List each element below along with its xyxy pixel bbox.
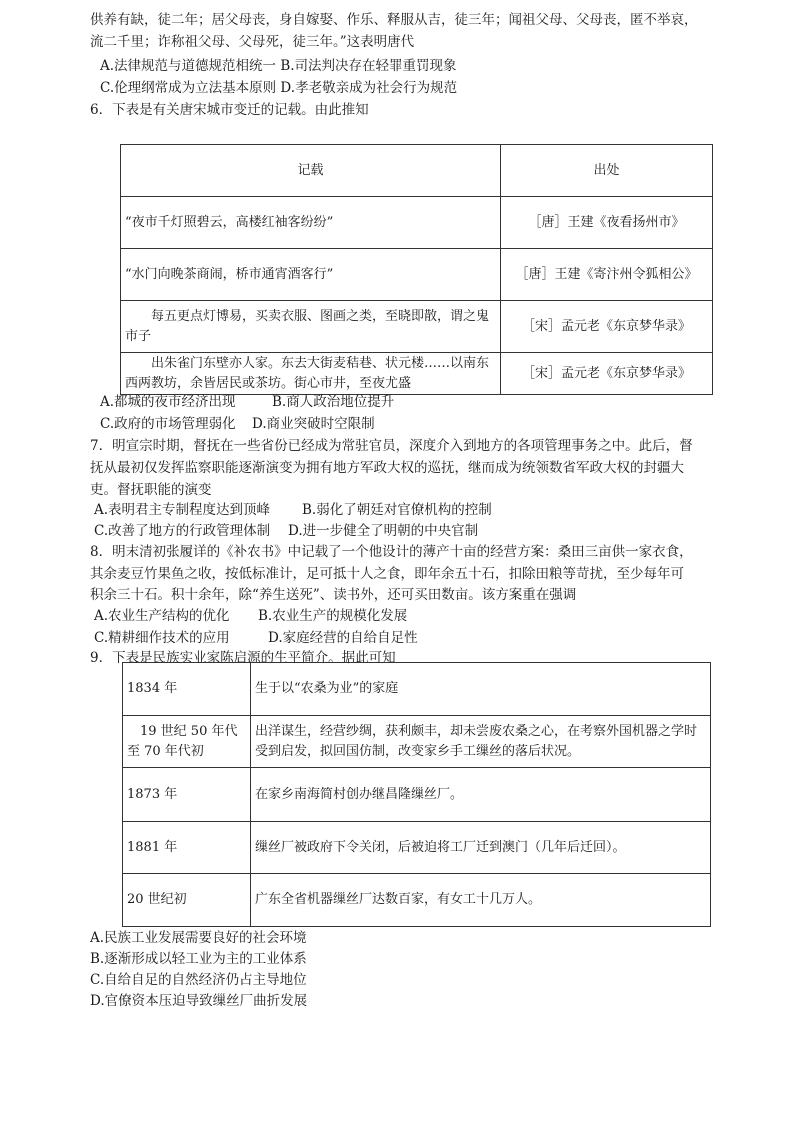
q6-option-a: A.都城的夜市经济出现 <box>100 394 236 410</box>
table-row <box>121 353 713 395</box>
table-row <box>123 716 711 768</box>
q9-stem: 9．下表是民族实业家陈启源的生平简介。据此可知 <box>90 650 396 666</box>
q5-stem-line-2: 流二千里；诈称祖父母、父母死，徒三年。”这表明唐代 <box>90 34 415 50</box>
q7-option-a: A.表明君主专制程度达到顶峰 <box>94 502 271 518</box>
q9-event-cell: 缫丝厂被政府下令关闭，后被迫将工厂迁到澳门（几年后迁回）。 <box>251 822 711 874</box>
q7-stem-line-1: 7．明宣宗时期，督抚在一些省份已经成为常驻官员，深度介入到地方的各项管理事务之中。此后，督 <box>90 438 693 454</box>
q8-option-a: A.农业生产结构的优化 <box>94 608 230 624</box>
q9-time-cell: 20 世纪初 <box>123 874 251 927</box>
q8-option-b: B.农业生产的规模化发展 <box>258 608 408 624</box>
table-row <box>123 663 711 716</box>
q6-table-header-row <box>121 145 713 197</box>
q5-options-row-1: A.法律规范与道德规范相统一 B.司法判决存在轻罪重罚现象 <box>100 58 457 74</box>
q7-stem-line-3: 吏。督抚职能的演变 <box>90 482 212 498</box>
q5-options-row-2: C.伦理纲常成为立法基本原则 D.孝老敬亲成为社会行为规范 <box>100 80 458 96</box>
q9-time-cell: 1873 年 <box>123 768 251 822</box>
q7-option-d: D.进一步健全了明朝的中央官制 <box>288 523 479 539</box>
q7-option-b: B.弱化了朝廷对官僚机构的控制 <box>302 502 492 518</box>
q6-record-cell: “水门向晚茶商闹，桥市通宵酒客行” <box>121 249 501 301</box>
q8-stem-line-3: 积余三十石。积十余年，除“养生送死”、读书外，还可买田数亩。该方案重在强调 <box>90 587 577 603</box>
q6-source-cell: ［宋］孟元老《东京梦华录》 <box>501 301 713 353</box>
q6-record-cell: 出朱雀门东壁亦人家。东去大街麦秸巷、状元楼……以南东西两教坊，余皆居民或茶坊。街心市井，至夜尤盛 <box>121 353 501 395</box>
q6-option-c: C.政府的市场管理弱化 <box>100 416 236 432</box>
table-row <box>123 874 711 927</box>
q7-stem-line-2: 抚从最初仅发挥监察职能逐渐演变为拥有地方军政大权的巡抚，继而成为统领数省军政大权的封疆大 <box>90 460 684 476</box>
table-row <box>121 301 713 353</box>
table-row <box>121 249 713 301</box>
q9-event-cell: 出洋谋生，经营纱绸，获利颇丰，却未尝废农桑之心，在考察外国机器之学时受到启发，拟回国仿制，改变家乡手工缫丝的落后状况。 <box>251 716 711 768</box>
q6-option-b: B.商人政治地位提升 <box>272 394 395 410</box>
q6-source-cell: ［唐］王建《夜看扬州市》 <box>501 197 713 249</box>
q7-option-c: C.改善了地方的行政管理体制 <box>94 523 271 539</box>
q6-record-cell: 每五更点灯博易，买卖衣服、图画之类，至晓即散，谓之鬼市子 <box>121 301 501 353</box>
q9-time-cell: 1834 年 <box>123 663 251 716</box>
q8-stem-line-1: 8．明末清初张履详的《补农书》中记载了一个他设计的薄产十亩的经营方案：桑田三亩供一家衣食， <box>90 544 693 560</box>
q9-option-d: D.官僚资本压迫导致缫丝厂曲折发展 <box>90 993 308 1009</box>
q6-header-record: 记载 <box>121 145 501 197</box>
q6-record-cell: “夜市千灯照碧云，高楼红袖客纷纷” <box>121 197 501 249</box>
table-row <box>123 822 711 874</box>
q9-time-cell: 1881 年 <box>123 822 251 874</box>
q6-header-source: 出处 <box>501 145 713 197</box>
q6-table <box>120 144 713 395</box>
table-row <box>123 768 711 822</box>
q6-option-d: D.商业突破时空限制 <box>252 416 375 432</box>
q8-stem-line-2: 其余麦豆竹果鱼之收，按低标准计，足可抵十人之食，即年余五十石，扣除田粮等苛扰，至少每年可 <box>90 566 684 582</box>
q6-stem: 6．下表是有关唐宋城市变迁的记载。由此推知 <box>90 102 369 118</box>
q9-option-b: B.逐渐形成以轻工业为主的工业体系 <box>90 951 307 967</box>
q9-event-cell: 在家乡南海简村创办继昌隆缫丝厂。 <box>251 768 711 822</box>
q8-option-c: C.精耕细作技术的应用 <box>94 630 230 646</box>
q9-event-cell: 广东全省机器缫丝厂达数百家，有女工十几万人。 <box>251 874 711 927</box>
q9-time-cell: 19 世纪 50 年代至 70 年代初 <box>123 716 251 768</box>
table-row <box>121 197 713 249</box>
q5-stem-line-1: 供养有缺，徒二年；居父母丧，身自嫁娶、作乐、释服从吉，徒三年；闻祖父母、父母丧，匿不举哀， <box>90 12 698 28</box>
q9-option-c: C.自给自足的自然经济仍占主导地位 <box>90 972 307 988</box>
q9-event-cell: 生于以“农桑为业”的家庭 <box>251 663 711 716</box>
q8-option-d: D.家庭经营的自给自足性 <box>268 630 418 646</box>
q6-source-cell: ［宋］孟元老《东京梦华录》 <box>501 353 713 395</box>
q9-table <box>122 662 711 927</box>
q6-source-cell: ［唐］王建《寄汴州令狐相公》 <box>501 249 713 301</box>
q9-option-a: A.民族工业发展需要良好的社会环境 <box>90 930 307 946</box>
